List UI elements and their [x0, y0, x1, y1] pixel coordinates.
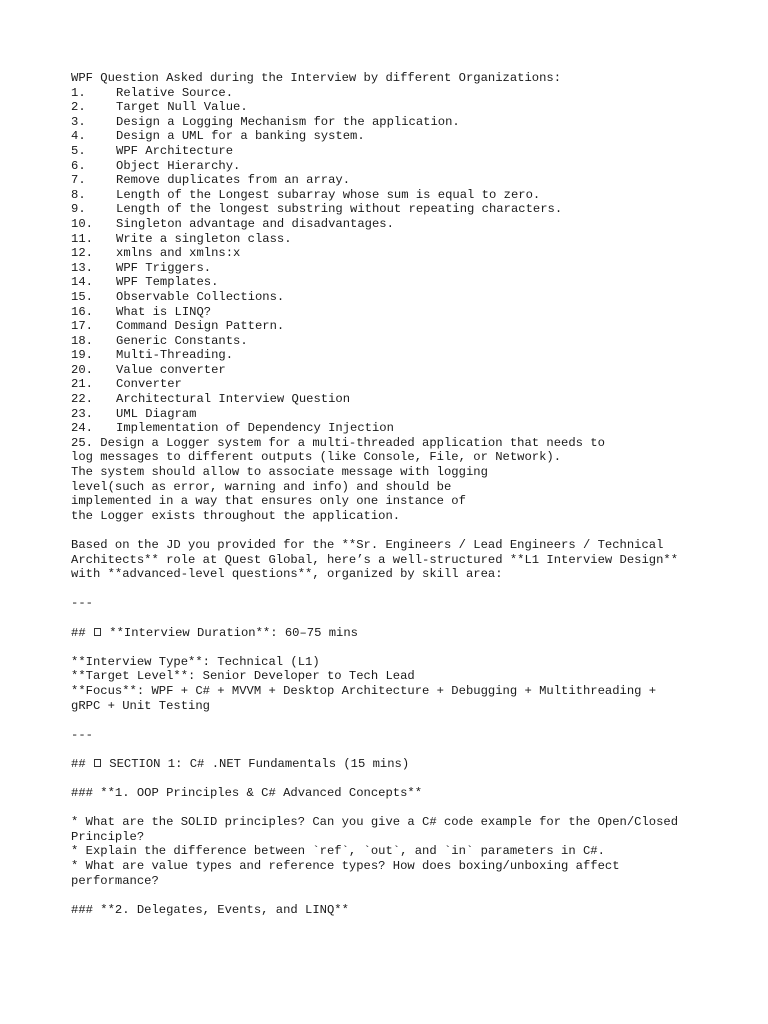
list-item [71, 86, 761, 101]
text-line: level(such as error, warning and info) and should be [71, 479, 452, 494]
meta-block [71, 655, 761, 713]
heading-marker: ## [71, 625, 86, 640]
item-number: 12. [71, 246, 93, 261]
heading-marker: ## [71, 756, 86, 771]
item-number: 9. [71, 202, 86, 217]
list-item [71, 202, 761, 217]
list-item [71, 421, 761, 436]
document-page [71, 71, 761, 917]
text-line: **Target Level**: Senior Developer to Tech Lead [71, 669, 415, 684]
subsection-1-bullets [71, 815, 761, 888]
item-number: 13. [71, 260, 93, 275]
item-number: 20. [71, 362, 93, 377]
text-line: implemented in a way that ensures only one instance of [71, 494, 466, 509]
text-line: 25. Design a Logger system for a multi-threaded application that needs to [71, 435, 605, 450]
item-number: 19. [71, 348, 93, 363]
item-number: 16. [71, 304, 93, 319]
list-item [71, 261, 761, 276]
item-number: 5. [71, 143, 86, 158]
list-item [71, 392, 761, 407]
blank-line [71, 772, 761, 787]
item-number: 22. [71, 392, 93, 407]
list-item [71, 334, 761, 349]
item-text: Length of the Longest subarray whose sum is equal to zero. [116, 187, 541, 202]
text-line: Based on the JD you provided for the **Sr. Engineers / Lead Engineers / Technical [71, 538, 664, 552]
list-item [71, 363, 761, 378]
item-number: 14. [71, 275, 93, 290]
item-number: 15. [71, 289, 93, 304]
item-number: 10. [71, 216, 93, 231]
text-line: **Focus**: WPF + C# + MVVM + Desktop Architecture + Debugging + Multithreading + [71, 683, 657, 698]
missing-glyph-icon [94, 628, 101, 636]
item-text: Multi-Threading. [116, 348, 234, 363]
text-line: **Interview Type**: Technical (L1) [71, 654, 320, 669]
text-line: * What are value types and reference types? How does boxing/unboxing affect [71, 859, 620, 874]
item-number: 7. [71, 173, 86, 188]
item-number: 21. [71, 377, 93, 392]
item-text: Architectural Interview Question [116, 392, 351, 407]
list-item [71, 377, 761, 392]
item-text: UML Diagram [116, 406, 197, 421]
list-item [71, 407, 761, 422]
text-line: the Logger exists throughout the application. [71, 508, 401, 523]
duration-text: **Interview Duration**: 60–75 mins [109, 625, 358, 640]
item-text: Value converter [116, 362, 226, 377]
blank-line [71, 801, 761, 816]
text-line: Architects** role at Quest Global, here’s a well-structured **L1 Interview Design** [71, 552, 679, 567]
item-text: WPF Architecture [116, 143, 234, 158]
item-number: 11. [71, 231, 93, 246]
section-1-heading [71, 757, 761, 772]
blank-line [71, 582, 761, 597]
list-item [71, 144, 761, 159]
blank-line [71, 611, 761, 626]
item-number: 18. [71, 333, 93, 348]
item-text: Remove duplicates from an array. [116, 173, 351, 188]
blank-line [71, 523, 761, 538]
list-item [71, 305, 761, 320]
list-item [71, 290, 761, 305]
text-line: The system should allow to associate message with logging [71, 465, 488, 480]
item-number: 2. [71, 100, 86, 115]
text-line: * Explain the difference between `ref`, `out`, and `in` parameters in C#. [71, 844, 605, 859]
document-heading: WPF Question Asked during the Interview by different Organizations: [71, 71, 562, 85]
separator: --- [71, 596, 93, 611]
list-item [71, 232, 761, 247]
item-number: 1. [71, 85, 86, 100]
item-text: Length of the longest substring without repeating characters. [116, 202, 563, 217]
text-line: gRPC + Unit Testing [71, 698, 210, 713]
blank-line [71, 888, 761, 903]
list-item [71, 100, 761, 115]
blank-line [71, 742, 761, 757]
list-item [71, 173, 761, 188]
item-text: Design a UML for a banking system. [116, 129, 365, 144]
item-number: 23. [71, 406, 93, 421]
item-text: Object Hierarchy. [116, 158, 241, 173]
question-list [71, 86, 761, 436]
list-item [71, 275, 761, 290]
item-text: Target Null Value. [116, 100, 248, 115]
item-text: Design a Logging Mechanism for the application. [116, 114, 460, 129]
subsection-2-heading: ### **2. Delegates, Events, and LINQ** [71, 902, 349, 917]
text-line: * What are the SOLID principles? Can you give a C# code example for the Open/Closed [71, 815, 679, 830]
blank-line [71, 640, 761, 655]
blank-line [71, 713, 761, 728]
item-text: Singleton advantage and disadvantages. [116, 216, 394, 231]
item-text: Implementation of Dependency Injection [116, 421, 394, 436]
missing-glyph-icon [94, 759, 101, 767]
duration-heading [71, 626, 761, 641]
item-text: Converter [116, 377, 182, 392]
item-text: Command Design Pattern. [116, 319, 285, 334]
text-line: with **advanced-level questions**, organized by skill area: [71, 567, 503, 582]
item-text: WPF Triggers. [116, 260, 212, 275]
item-text: What is LINQ? [116, 304, 212, 319]
item-number: 3. [71, 114, 86, 129]
list-item [71, 319, 761, 334]
item-number: 4. [71, 129, 86, 144]
list-item [71, 348, 761, 363]
item-number: 17. [71, 319, 93, 334]
text-line: performance? [71, 873, 159, 888]
list-item [71, 159, 761, 174]
intro-paragraph [71, 538, 761, 582]
item-number: 8. [71, 187, 86, 202]
item-text: Relative Source. [116, 85, 234, 100]
item-text: Write a singleton class. [116, 231, 292, 246]
item-number: 24. [71, 421, 93, 436]
section-1-text: SECTION 1: C# .NET Fundamentals (15 mins) [109, 756, 410, 771]
item-number: 6. [71, 158, 86, 173]
list-item [71, 188, 761, 203]
text-line: log messages to different outputs (like Console, File, or Network). [71, 450, 562, 465]
item-text: xmlns and xmlns:x [116, 246, 241, 261]
item-text: Generic Constants. [116, 333, 248, 348]
separator: --- [71, 727, 93, 742]
list-item [71, 129, 761, 144]
list-item [71, 217, 761, 232]
list-item [71, 115, 761, 130]
item-text: Observable Collections. [116, 289, 285, 304]
question-25-block [71, 436, 761, 524]
list-item [71, 246, 761, 261]
text-line: Principle? [71, 829, 145, 844]
subsection-1-heading: ### **1. OOP Principles & C# Advanced Concepts** [71, 786, 423, 801]
item-text: WPF Templates. [116, 275, 219, 290]
